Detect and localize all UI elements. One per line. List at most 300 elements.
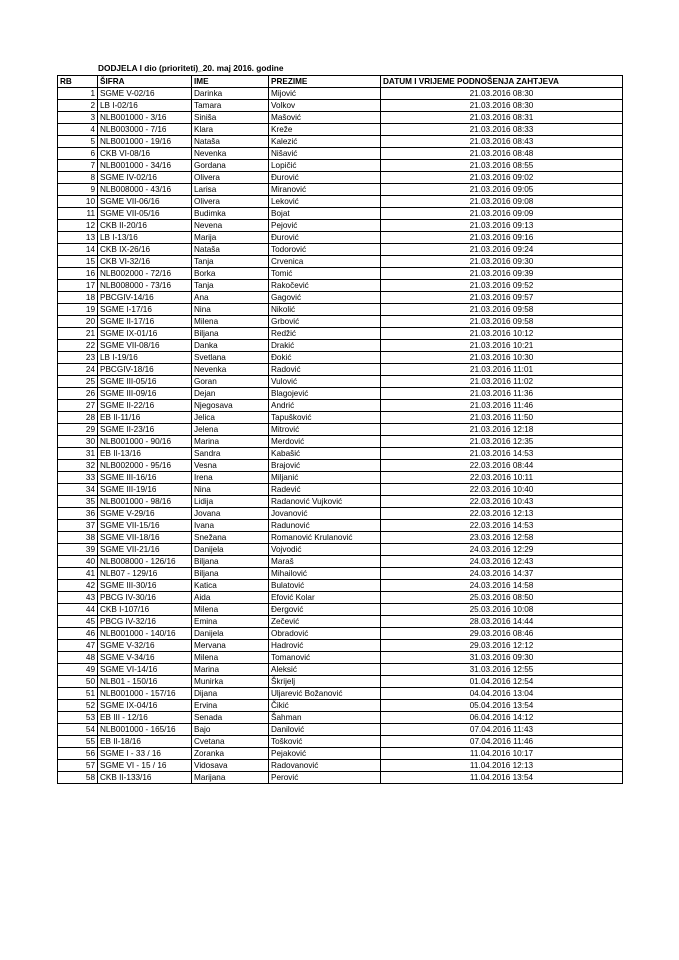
cell-ime: Dejan [192, 388, 269, 400]
cell-ime: Milena [192, 652, 269, 664]
cell-prezime: Perović [269, 772, 381, 784]
cell-sifra: NLB001000 - 3/16 [98, 112, 192, 124]
cell-rb: 11 [58, 208, 98, 220]
cell-datum: 21.03.2016 09:05 [381, 184, 623, 196]
table-row [58, 748, 623, 760]
cell-sifra: NLB001000 - 140/16 [98, 628, 192, 640]
cell-ime: Njegosava [192, 400, 269, 412]
cell-datum: 21.03.2016 09:39 [381, 268, 623, 280]
cell-ime: Emina [192, 616, 269, 628]
cell-datum: 22.03.2016 08:44 [381, 460, 623, 472]
cell-datum: 21.03.2016 12:35 [381, 436, 623, 448]
cell-datum: 21.03.2016 10:12 [381, 328, 623, 340]
cell-prezime: Jovanović [269, 508, 381, 520]
header-datum: DATUM I VRIJEME PODNOŠENJA ZAHTJEVA [381, 76, 623, 88]
table-row [58, 760, 623, 772]
table-row [58, 640, 623, 652]
cell-sifra: LB I-02/16 [98, 100, 192, 112]
cell-rb: 22 [58, 340, 98, 352]
cell-ime: Biljana [192, 328, 269, 340]
cell-rb: 33 [58, 472, 98, 484]
cell-sifra: SGME IV-02/16 [98, 172, 192, 184]
cell-ime: Danijela [192, 544, 269, 556]
cell-rb: 19 [58, 304, 98, 316]
cell-ime: Nevena [192, 220, 269, 232]
cell-prezime: Tošković [269, 736, 381, 748]
cell-ime: Vidosava [192, 760, 269, 772]
cell-rb: 46 [58, 628, 98, 640]
cell-rb: 13 [58, 232, 98, 244]
cell-sifra: NLB008000 - 126/16 [98, 556, 192, 568]
cell-sifra: SGME VII-18/16 [98, 532, 192, 544]
table-row [58, 292, 623, 304]
cell-datum: 21.03.2016 09:09 [381, 208, 623, 220]
cell-datum: 22.03.2016 12:13 [381, 508, 623, 520]
cell-prezime: Efović Kolar [269, 592, 381, 604]
cell-prezime: Radović [269, 364, 381, 376]
table-row [58, 460, 623, 472]
cell-datum: 31.03.2016 09:30 [381, 652, 623, 664]
table-row [58, 172, 623, 184]
cell-ime: Nevenka [192, 364, 269, 376]
cell-prezime: Vojvodić [269, 544, 381, 556]
cell-rb: 30 [58, 436, 98, 448]
cell-rb: 44 [58, 604, 98, 616]
cell-ime: Ana [192, 292, 269, 304]
cell-datum: 21.03.2016 08:48 [381, 148, 623, 160]
cell-datum: 21.03.2016 08:30 [381, 100, 623, 112]
table-row [58, 184, 623, 196]
cell-prezime: Maraš [269, 556, 381, 568]
cell-sifra: CKB IX-26/16 [98, 244, 192, 256]
cell-datum: 21.03.2016 09:58 [381, 304, 623, 316]
cell-prezime: Tapušković [269, 412, 381, 424]
cell-sifra: NLB008000 - 43/16 [98, 184, 192, 196]
cell-ime: Danijela [192, 628, 269, 640]
cell-rb: 14 [58, 244, 98, 256]
cell-ime: Cvetana [192, 736, 269, 748]
cell-sifra: SGME V-02/16 [98, 88, 192, 100]
cell-ime: Klara [192, 124, 269, 136]
cell-ime: Olivera [192, 172, 269, 184]
table-row [58, 340, 623, 352]
cell-ime: Munirka [192, 676, 269, 688]
cell-prezime: Uljarević Božanović [269, 688, 381, 700]
cell-rb: 52 [58, 700, 98, 712]
cell-prezime: Volkov [269, 100, 381, 112]
cell-datum: 29.03.2016 12:12 [381, 640, 623, 652]
cell-prezime: Drakić [269, 340, 381, 352]
cell-sifra: SGME III-05/16 [98, 376, 192, 388]
table-row [58, 316, 623, 328]
cell-datum: 01.04.2016 12:54 [381, 676, 623, 688]
cell-sifra: SGME III-30/16 [98, 580, 192, 592]
cell-prezime: Đurović [269, 172, 381, 184]
table-row [58, 724, 623, 736]
cell-sifra: PBCG IV-30/16 [98, 592, 192, 604]
cell-ime: Jovana [192, 508, 269, 520]
cell-rb: 35 [58, 496, 98, 508]
cell-prezime: Danilović [269, 724, 381, 736]
cell-prezime: Vulović [269, 376, 381, 388]
cell-rb: 55 [58, 736, 98, 748]
cell-rb: 28 [58, 412, 98, 424]
cell-datum: 07.04.2016 11:46 [381, 736, 623, 748]
cell-rb: 6 [58, 148, 98, 160]
table-row [58, 100, 623, 112]
cell-datum: 22.03.2016 10:43 [381, 496, 623, 508]
cell-prezime: Mitrović [269, 424, 381, 436]
cell-prezime: Andrić [269, 400, 381, 412]
cell-sifra: SGME II-17/16 [98, 316, 192, 328]
cell-rb: 56 [58, 748, 98, 760]
cell-datum: 21.03.2016 08:33 [381, 124, 623, 136]
cell-ime: Irena [192, 472, 269, 484]
cell-ime: Senada [192, 712, 269, 724]
table-row [58, 244, 623, 256]
table-row [58, 712, 623, 724]
cell-prezime: Mašović [269, 112, 381, 124]
cell-datum: 25.03.2016 08:50 [381, 592, 623, 604]
cell-rb: 29 [58, 424, 98, 436]
cell-datum: 21.03.2016 09:24 [381, 244, 623, 256]
cell-datum: 21.03.2016 11:46 [381, 400, 623, 412]
cell-sifra: PBCGIV-14/16 [98, 292, 192, 304]
cell-rb: 48 [58, 652, 98, 664]
cell-sifra: EB II-11/16 [98, 412, 192, 424]
cell-ime: Nina [192, 304, 269, 316]
cell-datum: 21.03.2016 10:30 [381, 352, 623, 364]
cell-datum: 21.03.2016 09:30 [381, 256, 623, 268]
cell-rb: 37 [58, 520, 98, 532]
cell-prezime: Čikić [269, 700, 381, 712]
cell-sifra: NLB008000 - 73/16 [98, 280, 192, 292]
cell-ime: Svetlana [192, 352, 269, 364]
cell-ime: Budimka [192, 208, 269, 220]
cell-datum: 25.03.2016 10:08 [381, 604, 623, 616]
cell-rb: 45 [58, 616, 98, 628]
cell-ime: Danka [192, 340, 269, 352]
cell-prezime: Đurović [269, 232, 381, 244]
cell-sifra: SGME V-29/16 [98, 508, 192, 520]
cell-datum: 22.03.2016 10:11 [381, 472, 623, 484]
cell-datum: 21.03.2016 11:02 [381, 376, 623, 388]
table-row [58, 568, 623, 580]
cell-sifra: SGME VI-14/16 [98, 664, 192, 676]
cell-datum: 24.03.2016 14:58 [381, 580, 623, 592]
cell-ime: Dijana [192, 688, 269, 700]
cell-ime: Siniša [192, 112, 269, 124]
cell-rb: 50 [58, 676, 98, 688]
cell-rb: 40 [58, 556, 98, 568]
cell-sifra: NLB003000 - 7/16 [98, 124, 192, 136]
cell-datum: 21.03.2016 11:01 [381, 364, 623, 376]
cell-ime: Nataša [192, 136, 269, 148]
cell-datum: 21.03.2016 11:36 [381, 388, 623, 400]
table-row [58, 112, 623, 124]
cell-sifra: SGME VII-06/16 [98, 196, 192, 208]
cell-rb: 18 [58, 292, 98, 304]
cell-prezime: Mihailović [269, 568, 381, 580]
cell-datum: 23.03.2016 12:58 [381, 532, 623, 544]
cell-ime: Gordana [192, 160, 269, 172]
cell-sifra: EB III - 12/16 [98, 712, 192, 724]
cell-prezime: Miljanić [269, 472, 381, 484]
cell-prezime: Kabašić [269, 448, 381, 460]
cell-rb: 49 [58, 664, 98, 676]
cell-prezime: Blagojević [269, 388, 381, 400]
table-row [58, 772, 623, 784]
cell-prezime: Obradović [269, 628, 381, 640]
cell-prezime: Zečević [269, 616, 381, 628]
cell-rb: 24 [58, 364, 98, 376]
cell-rb: 57 [58, 760, 98, 772]
cell-sifra: SGME IX-04/16 [98, 700, 192, 712]
cell-prezime: Merdović [269, 436, 381, 448]
cell-rb: 3 [58, 112, 98, 124]
cell-sifra: SGME II-23/16 [98, 424, 192, 436]
table-row [58, 592, 623, 604]
cell-prezime: Crvenica [269, 256, 381, 268]
table-row [58, 328, 623, 340]
cell-datum: 21.03.2016 09:57 [381, 292, 623, 304]
table-row [58, 196, 623, 208]
cell-sifra: NLB001000 - 90/16 [98, 436, 192, 448]
cell-datum: 21.03.2016 08:31 [381, 112, 623, 124]
cell-prezime: Pejović [269, 220, 381, 232]
cell-rb: 8 [58, 172, 98, 184]
cell-rb: 21 [58, 328, 98, 340]
table-row [58, 388, 623, 400]
cell-ime: Katica [192, 580, 269, 592]
cell-ime: Biljana [192, 556, 269, 568]
cell-prezime: Hadrović [269, 640, 381, 652]
cell-prezime: Radanović Vujković [269, 496, 381, 508]
cell-prezime: Tomić [269, 268, 381, 280]
cell-rb: 2 [58, 100, 98, 112]
cell-rb: 54 [58, 724, 98, 736]
cell-sifra: SGME VI - 15 / 16 [98, 760, 192, 772]
cell-sifra: EB II-13/16 [98, 448, 192, 460]
cell-ime: Goran [192, 376, 269, 388]
cell-ime: Marina [192, 664, 269, 676]
cell-rb: 15 [58, 256, 98, 268]
header-prezime: PREZIME [269, 76, 381, 88]
cell-datum: 21.03.2016 09:13 [381, 220, 623, 232]
table-row [58, 256, 623, 268]
cell-sifra: LB I-13/16 [98, 232, 192, 244]
table-row [58, 676, 623, 688]
cell-sifra: CKB II-20/16 [98, 220, 192, 232]
cell-sifra: SGME I-17/16 [98, 304, 192, 316]
table-row [58, 604, 623, 616]
cell-sifra: SGME VII-15/16 [98, 520, 192, 532]
cell-prezime: Nikolić [269, 304, 381, 316]
cell-sifra: CKB II-133/16 [98, 772, 192, 784]
cell-ime: Nina [192, 484, 269, 496]
cell-ime: Bajo [192, 724, 269, 736]
cell-datum: 24.03.2016 12:29 [381, 544, 623, 556]
cell-prezime: Tomanović [269, 652, 381, 664]
table-row [58, 400, 623, 412]
cell-sifra: SGME VII-08/16 [98, 340, 192, 352]
cell-sifra: SGME IX-01/16 [98, 328, 192, 340]
cell-datum: 21.03.2016 08:30 [381, 88, 623, 100]
cell-datum: 04.04.2016 13:04 [381, 688, 623, 700]
header-ime: IME [192, 76, 269, 88]
cell-sifra: SGME III-16/16 [98, 472, 192, 484]
cell-datum: 07.04.2016 11:43 [381, 724, 623, 736]
cell-sifra: NLB001000 - 98/16 [98, 496, 192, 508]
table-row [58, 532, 623, 544]
cell-prezime: Todorović [269, 244, 381, 256]
cell-rb: 53 [58, 712, 98, 724]
table-row [58, 376, 623, 388]
cell-datum: 11.04.2016 13:54 [381, 772, 623, 784]
header-sifra: ŠIFRA [98, 76, 192, 88]
cell-ime: Marijana [192, 772, 269, 784]
cell-prezime: Radević [269, 484, 381, 496]
cell-sifra: NLB002000 - 95/16 [98, 460, 192, 472]
cell-sifra: SGME V-32/16 [98, 640, 192, 652]
cell-ime: Tanja [192, 256, 269, 268]
table-row [58, 484, 623, 496]
cell-prezime: Lopičić [269, 160, 381, 172]
allocation-table [57, 75, 623, 784]
cell-prezime: Romanović Krulanović [269, 532, 381, 544]
cell-ime: Mervana [192, 640, 269, 652]
header-row [58, 76, 623, 88]
table-row [58, 628, 623, 640]
table-row [58, 268, 623, 280]
cell-datum: 21.03.2016 09:58 [381, 316, 623, 328]
cell-ime: Tamara [192, 100, 269, 112]
cell-rb: 32 [58, 460, 98, 472]
cell-rb: 1 [58, 88, 98, 100]
cell-rb: 36 [58, 508, 98, 520]
cell-datum: 29.03.2016 08:46 [381, 628, 623, 640]
table-row [58, 496, 623, 508]
cell-rb: 38 [58, 532, 98, 544]
cell-datum: 11.04.2016 10:17 [381, 748, 623, 760]
cell-sifra: SGME VII-21/16 [98, 544, 192, 556]
cell-rb: 47 [58, 640, 98, 652]
cell-rb: 43 [58, 592, 98, 604]
cell-ime: Aida [192, 592, 269, 604]
table-row [58, 160, 623, 172]
table-row [58, 736, 623, 748]
cell-rb: 34 [58, 484, 98, 496]
cell-rb: 5 [58, 136, 98, 148]
table-row [58, 472, 623, 484]
cell-ime: Olivera [192, 196, 269, 208]
cell-sifra: SGME I - 33 / 16 [98, 748, 192, 760]
cell-prezime: Aleksić [269, 664, 381, 676]
cell-ime: Larisa [192, 184, 269, 196]
cell-sifra: SGME V-34/16 [98, 652, 192, 664]
cell-datum: 21.03.2016 08:43 [381, 136, 623, 148]
table-row [58, 232, 623, 244]
table-row [58, 136, 623, 148]
table-row [58, 304, 623, 316]
cell-ime: Snežana [192, 532, 269, 544]
cell-ime: Ivana [192, 520, 269, 532]
cell-ime: Biljana [192, 568, 269, 580]
cell-sifra: SGME VII-05/16 [98, 208, 192, 220]
table-row [58, 88, 623, 100]
cell-prezime: Đergović [269, 604, 381, 616]
table-row [58, 688, 623, 700]
cell-prezime: Kalezić [269, 136, 381, 148]
cell-ime: Jelica [192, 412, 269, 424]
cell-prezime: Brajović [269, 460, 381, 472]
cell-datum: 24.03.2016 14:37 [381, 568, 623, 580]
cell-ime: Zoranka [192, 748, 269, 760]
cell-sifra: SGME III-19/16 [98, 484, 192, 496]
cell-datum: 21.03.2016 09:16 [381, 232, 623, 244]
cell-datum: 21.03.2016 09:02 [381, 172, 623, 184]
cell-sifra: CKB I-107/16 [98, 604, 192, 616]
cell-datum: 21.03.2016 09:52 [381, 280, 623, 292]
cell-datum: 28.03.2016 14:44 [381, 616, 623, 628]
document-title: DODJELA I dio (prioriteti)_20. maj 2016. godine [98, 63, 284, 73]
table-row [58, 148, 623, 160]
cell-rb: 17 [58, 280, 98, 292]
cell-ime: Lidija [192, 496, 269, 508]
cell-sifra: NLB07 - 129/16 [98, 568, 192, 580]
cell-sifra: NLB01 - 150/16 [98, 676, 192, 688]
table-row [58, 364, 623, 376]
cell-sifra: SGME II-22/16 [98, 400, 192, 412]
cell-sifra: EB II-18/16 [98, 736, 192, 748]
cell-rb: 41 [58, 568, 98, 580]
cell-ime: Nevenka [192, 148, 269, 160]
table-row [58, 616, 623, 628]
table-row [58, 520, 623, 532]
cell-prezime: Rakočević [269, 280, 381, 292]
table-row [58, 448, 623, 460]
cell-datum: 31.03.2016 12:55 [381, 664, 623, 676]
header-rb: RB [58, 76, 98, 88]
cell-sifra: LB I-19/16 [98, 352, 192, 364]
cell-ime: Marija [192, 232, 269, 244]
cell-rb: 12 [58, 220, 98, 232]
cell-rb: 16 [58, 268, 98, 280]
cell-datum: 24.03.2016 12:43 [381, 556, 623, 568]
table-row [58, 208, 623, 220]
cell-prezime: Redžić [269, 328, 381, 340]
cell-ime: Milena [192, 316, 269, 328]
cell-rb: 51 [58, 688, 98, 700]
cell-ime: Darinka [192, 88, 269, 100]
cell-prezime: Bojat [269, 208, 381, 220]
cell-prezime: Kreže [269, 124, 381, 136]
cell-prezime: Mijović [269, 88, 381, 100]
cell-rb: 42 [58, 580, 98, 592]
cell-rb: 27 [58, 400, 98, 412]
cell-datum: 22.03.2016 14:53 [381, 520, 623, 532]
cell-prezime: Škrijelj [269, 676, 381, 688]
cell-sifra: CKB VI-32/16 [98, 256, 192, 268]
cell-datum: 21.03.2016 09:08 [381, 196, 623, 208]
cell-prezime: Bulatović [269, 580, 381, 592]
table-row [58, 352, 623, 364]
cell-ime: Ervina [192, 700, 269, 712]
cell-rb: 58 [58, 772, 98, 784]
cell-prezime: Grbović [269, 316, 381, 328]
cell-datum: 21.03.2016 11:50 [381, 412, 623, 424]
table-row [58, 424, 623, 436]
